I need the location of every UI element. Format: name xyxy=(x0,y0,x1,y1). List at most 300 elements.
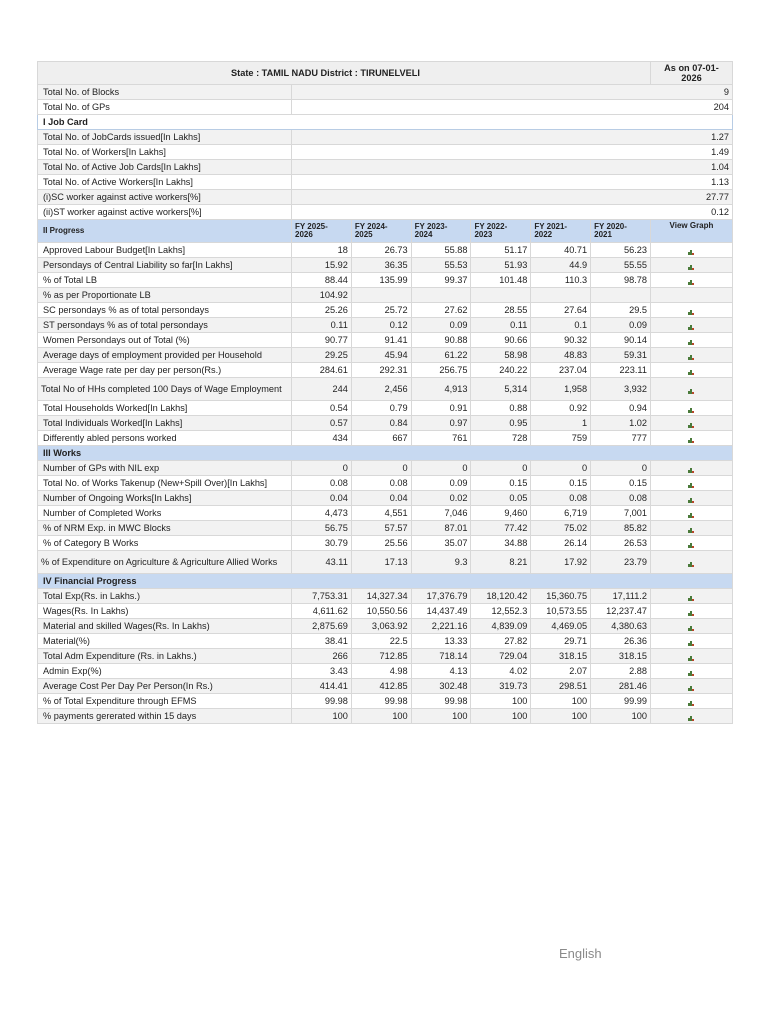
fy-value-cell: 0.57 xyxy=(292,416,352,431)
fy-value-cell: 14,327.34 xyxy=(351,589,411,604)
view-graph-cell[interactable] xyxy=(650,694,732,709)
data-row xyxy=(38,461,733,476)
fy-value-cell: 0 xyxy=(411,461,471,476)
fy-value-cell: 761 xyxy=(411,431,471,446)
bar-chart-icon xyxy=(688,265,694,270)
view-graph-cell[interactable] xyxy=(650,649,732,664)
fy-value-cell: 91.41 xyxy=(351,333,411,348)
fy-value-cell: 777 xyxy=(591,431,651,446)
row-label: Wages(Rs. In Lakhs) xyxy=(38,604,292,619)
fy-value-cell: 90.88 xyxy=(411,333,471,348)
data-row xyxy=(38,401,733,416)
fy-value-cell: 4.13 xyxy=(411,664,471,679)
data-row xyxy=(38,348,733,363)
fy-value-cell: 38.41 xyxy=(292,634,352,649)
row-label: Total Households Worked[In Lakhs] xyxy=(38,401,292,416)
view-graph-cell[interactable] xyxy=(650,664,732,679)
view-graph-cell[interactable] xyxy=(650,476,732,491)
fy-value-cell: 0 xyxy=(351,461,411,476)
fy-value-cell: 110.3 xyxy=(531,273,591,288)
fy-column-header: FY 2025- 2026 xyxy=(292,220,352,243)
fy-column-header: FY 2023- 2024 xyxy=(411,220,471,243)
fy-value-cell: 0.95 xyxy=(471,416,531,431)
fy-value-cell: 100 xyxy=(411,709,471,724)
fy-value-cell: 28.55 xyxy=(471,303,531,318)
summary-row xyxy=(38,130,733,145)
fy-value-cell: 99.98 xyxy=(351,694,411,709)
fy-value-cell: 55.88 xyxy=(411,243,471,258)
fy-value-cell: 4,473 xyxy=(292,506,352,521)
fy-value-cell: 12,237.47 xyxy=(591,604,651,619)
fy-value-cell: 61.22 xyxy=(411,348,471,363)
fy-value-cell: 26.36 xyxy=(591,634,651,649)
fy-value-cell: 244 xyxy=(292,378,352,401)
fy-value-cell: 4,380.63 xyxy=(591,619,651,634)
fy-value-cell: 29.25 xyxy=(292,348,352,363)
fy-value-cell: 17.92 xyxy=(531,551,591,574)
fy-value-cell: 0.09 xyxy=(411,318,471,333)
fy-value-cell: 0.11 xyxy=(471,318,531,333)
view-graph-cell[interactable] xyxy=(650,318,732,333)
summary-label: Total No. of Blocks xyxy=(38,85,292,100)
fy-value-cell: 298.51 xyxy=(531,679,591,694)
fy-value-cell: 712.85 xyxy=(351,649,411,664)
fy-value-cell: 9,460 xyxy=(471,506,531,521)
row-label: Average days of employment provided per Household xyxy=(38,348,292,363)
row-label: SC persondays % as of total persondays xyxy=(38,303,292,318)
view-graph-cell[interactable] xyxy=(650,536,732,551)
fy-value-cell: 55.55 xyxy=(591,258,651,273)
summary-label: Total No. of Workers[In Lakhs] xyxy=(38,145,292,160)
section-job-card xyxy=(38,115,733,130)
fy-value-cell: 26.14 xyxy=(531,536,591,551)
view-graph-cell[interactable] xyxy=(650,348,732,363)
fy-value-cell: 667 xyxy=(351,431,411,446)
bar-chart-icon xyxy=(688,686,694,691)
language-selector[interactable]: English xyxy=(559,946,602,961)
fy-value-cell: 90.14 xyxy=(591,333,651,348)
fy-value-cell: 0.54 xyxy=(292,401,352,416)
fy-value-cell: 240.22 xyxy=(471,363,531,378)
fy-value-cell: 25.72 xyxy=(351,303,411,318)
fy-value-cell: 104.92 xyxy=(292,288,352,303)
fy-value-cell: 15,360.75 xyxy=(531,589,591,604)
fy-value-cell xyxy=(471,288,531,303)
bar-chart-icon xyxy=(688,543,694,548)
fy-value-cell: 25.26 xyxy=(292,303,352,318)
fy-value-cell: 434 xyxy=(292,431,352,446)
view-graph-cell[interactable] xyxy=(650,378,732,401)
section-label: II Progress xyxy=(38,220,292,243)
fy-value-cell: 0.88 xyxy=(471,401,531,416)
fy-value-cell: 85.82 xyxy=(591,521,651,536)
fy-value-cell: 7,753.31 xyxy=(292,589,352,604)
fy-value-cell: 13.33 xyxy=(411,634,471,649)
view-graph-cell[interactable] xyxy=(650,709,732,724)
fy-column-header: FY 2021- 2022 xyxy=(531,220,591,243)
fy-value-cell: 0.09 xyxy=(411,476,471,491)
fy-value-cell: 6,719 xyxy=(531,506,591,521)
fy-value-cell: 88.44 xyxy=(292,273,352,288)
fy-value-cell: 0.94 xyxy=(591,401,651,416)
row-label: Material and skilled Wages(Rs. In Lakhs) xyxy=(38,619,292,634)
bar-chart-icon xyxy=(688,611,694,616)
summary-label: Total No. of GPs xyxy=(38,100,292,115)
section-label: IV Financial Progress xyxy=(38,574,733,589)
fy-value-cell: 0.04 xyxy=(351,491,411,506)
summary-row xyxy=(38,175,733,190)
fy-value-cell: 0.11 xyxy=(292,318,352,333)
summary-row xyxy=(38,100,733,115)
data-row xyxy=(38,634,733,649)
data-row xyxy=(38,363,733,378)
bar-chart-icon xyxy=(688,355,694,360)
bar-chart-icon xyxy=(688,389,694,394)
fy-value-cell: 30.79 xyxy=(292,536,352,551)
section-label: III Works xyxy=(38,446,733,461)
fy-value-cell: 4,913 xyxy=(411,378,471,401)
data-row xyxy=(38,551,733,574)
data-row xyxy=(38,318,733,333)
fy-value-cell: 34.88 xyxy=(471,536,531,551)
fy-value-cell: 100 xyxy=(351,709,411,724)
data-row xyxy=(38,431,733,446)
row-label: Approved Labour Budget[In Lakhs] xyxy=(38,243,292,258)
fy-value-cell: 0.02 xyxy=(411,491,471,506)
fy-value-cell: 100 xyxy=(471,709,531,724)
fy-value-cell: 44.9 xyxy=(531,258,591,273)
view-graph-cell[interactable] xyxy=(650,258,732,273)
row-label: Material(%) xyxy=(38,634,292,649)
fy-value-cell: 51.93 xyxy=(471,258,531,273)
fy-value-cell: 99.98 xyxy=(411,694,471,709)
summary-value: 27.77 xyxy=(292,190,733,205)
fy-value-cell: 1.02 xyxy=(591,416,651,431)
fy-value-cell: 302.48 xyxy=(411,679,471,694)
fy-value-cell: 5,314 xyxy=(471,378,531,401)
data-row xyxy=(38,589,733,604)
fy-value-cell: 318.15 xyxy=(591,649,651,664)
fy-value-cell: 7,001 xyxy=(591,506,651,521)
view-graph-cell[interactable] xyxy=(650,679,732,694)
fy-column-header: FY 2024- 2025 xyxy=(351,220,411,243)
fy-value-cell: 48.83 xyxy=(531,348,591,363)
summary-value: 1.04 xyxy=(292,160,733,175)
bar-chart-icon xyxy=(688,641,694,646)
fy-value-cell: 100 xyxy=(531,694,591,709)
fy-value-cell: 17,376.79 xyxy=(411,589,471,604)
fy-value-cell xyxy=(531,288,591,303)
row-label: % of Expenditure on Agriculture & Agriculture Allied Works xyxy=(38,551,292,574)
summary-row xyxy=(38,85,733,100)
data-row xyxy=(38,619,733,634)
data-row xyxy=(38,476,733,491)
fy-value-cell: 729.04 xyxy=(471,649,531,664)
data-row xyxy=(38,303,733,318)
fy-value-cell: 4.02 xyxy=(471,664,531,679)
fy-value-cell: 15.92 xyxy=(292,258,352,273)
row-label: Average Cost Per Day Per Person(In Rs.) xyxy=(38,679,292,694)
data-row xyxy=(38,664,733,679)
fy-value-cell: 0.92 xyxy=(531,401,591,416)
fy-value-cell: 10,550.56 xyxy=(351,604,411,619)
fy-value-cell: 29.5 xyxy=(591,303,651,318)
fy-value-cell: 35.07 xyxy=(411,536,471,551)
row-label: % payments gererated within 15 days xyxy=(38,709,292,724)
data-row xyxy=(38,521,733,536)
fy-value-cell xyxy=(411,288,471,303)
view-graph-cell[interactable] xyxy=(650,491,732,506)
fy-value-cell: 17,111.2 xyxy=(591,589,651,604)
fy-value-cell: 2,221.16 xyxy=(411,619,471,634)
row-label: Number of Completed Works xyxy=(38,506,292,521)
fy-value-cell: 0 xyxy=(591,461,651,476)
summary-row xyxy=(38,190,733,205)
fy-value-cell: 2,875.69 xyxy=(292,619,352,634)
bar-chart-icon xyxy=(688,596,694,601)
summary-value: 0.12 xyxy=(292,205,733,220)
view-graph-cell[interactable] xyxy=(650,634,732,649)
bar-chart-icon xyxy=(688,701,694,706)
view-graph-header: View Graph xyxy=(650,220,732,243)
data-row xyxy=(38,604,733,619)
fy-value-cell: 0.08 xyxy=(351,476,411,491)
bar-chart-icon xyxy=(688,468,694,473)
fy-value-cell: 284.61 xyxy=(292,363,352,378)
bar-chart-icon xyxy=(688,513,694,518)
data-row xyxy=(38,288,733,303)
report-header-row xyxy=(38,62,733,85)
data-row xyxy=(38,679,733,694)
row-label: Differently abled persons worked xyxy=(38,431,292,446)
section-financial-progress xyxy=(38,574,733,589)
fy-value-cell: 4,469.05 xyxy=(531,619,591,634)
fy-value-cell: 75.02 xyxy=(531,521,591,536)
data-row xyxy=(38,378,733,401)
fy-value-cell xyxy=(591,288,651,303)
view-graph-cell[interactable] xyxy=(650,303,732,318)
view-graph-cell[interactable] xyxy=(650,416,732,431)
fy-value-cell: 0 xyxy=(471,461,531,476)
summary-value: 1.27 xyxy=(292,130,733,145)
row-label: Total Adm Expenditure (Rs. in Lakhs.) xyxy=(38,649,292,664)
fy-value-cell: 17.13 xyxy=(351,551,411,574)
fy-column-header: FY 2020- 2021 xyxy=(591,220,651,243)
view-graph-cell[interactable] xyxy=(650,461,732,476)
fy-value-cell: 77.42 xyxy=(471,521,531,536)
bar-chart-icon xyxy=(688,250,694,255)
fy-value-cell: 0.84 xyxy=(351,416,411,431)
fy-value-cell: 27.64 xyxy=(531,303,591,318)
data-row xyxy=(38,273,733,288)
fy-value-cell: 759 xyxy=(531,431,591,446)
data-row xyxy=(38,649,733,664)
fy-value-cell: 2.07 xyxy=(531,664,591,679)
fy-value-cell: 2.88 xyxy=(591,664,651,679)
fy-value-cell: 3,063.92 xyxy=(351,619,411,634)
view-graph-cell[interactable] xyxy=(650,506,732,521)
bar-chart-icon xyxy=(688,370,694,375)
data-row xyxy=(38,709,733,724)
fy-value-cell: 8.21 xyxy=(471,551,531,574)
fy-value-cell: 100 xyxy=(531,709,591,724)
fy-value-cell: 256.75 xyxy=(411,363,471,378)
view-graph-cell[interactable] xyxy=(650,619,732,634)
fy-value-cell: 100 xyxy=(292,709,352,724)
row-label: Total No. of Works Takenup (New+Spill Over)[In Lakhs] xyxy=(38,476,292,491)
fy-value-cell: 36.35 xyxy=(351,258,411,273)
data-row xyxy=(38,536,733,551)
row-label: % of NRM Exp. in MWC Blocks xyxy=(38,521,292,536)
section-works xyxy=(38,446,733,461)
bar-chart-icon xyxy=(688,656,694,661)
data-row xyxy=(38,258,733,273)
fy-value-cell: 135.99 xyxy=(351,273,411,288)
view-graph-cell[interactable] xyxy=(650,243,732,258)
fy-value-cell: 57.57 xyxy=(351,521,411,536)
summary-label: (ii)ST worker against active workers[%] xyxy=(38,205,292,220)
fy-value-cell: 99.98 xyxy=(292,694,352,709)
fy-value-cell: 59.31 xyxy=(591,348,651,363)
fy-value-cell: 4,839.09 xyxy=(471,619,531,634)
fy-value-cell: 4,551 xyxy=(351,506,411,521)
fy-value-cell: 18,120.42 xyxy=(471,589,531,604)
row-label: % of Total LB xyxy=(38,273,292,288)
fy-value-cell: 0.08 xyxy=(591,491,651,506)
fy-value-cell: 0.15 xyxy=(591,476,651,491)
bar-chart-icon xyxy=(688,483,694,488)
fy-value-cell: 99.37 xyxy=(411,273,471,288)
fy-value-cell: 100 xyxy=(591,709,651,724)
bar-chart-icon xyxy=(688,310,694,315)
view-graph-cell[interactable] xyxy=(650,431,732,446)
row-label: Total Individuals Worked[In Lakhs] xyxy=(38,416,292,431)
bar-chart-icon xyxy=(688,671,694,676)
fy-value-cell: 0.91 xyxy=(411,401,471,416)
fy-value-cell: 43.11 xyxy=(292,551,352,574)
row-label: % as per Proportionate LB xyxy=(38,288,292,303)
view-graph-cell[interactable] xyxy=(650,604,732,619)
fy-value-cell: 1,958 xyxy=(531,378,591,401)
fy-value-cell: 0 xyxy=(292,461,352,476)
fy-value-cell: 0.15 xyxy=(531,476,591,491)
bar-chart-icon xyxy=(688,325,694,330)
fy-value-cell: 22.5 xyxy=(351,634,411,649)
view-graph-cell[interactable] xyxy=(650,589,732,604)
bar-chart-icon xyxy=(688,280,694,285)
fy-value-cell: 4,611.62 xyxy=(292,604,352,619)
fy-value-cell: 58.98 xyxy=(471,348,531,363)
fy-value-cell: 14,437.49 xyxy=(411,604,471,619)
fy-value-cell: 412.85 xyxy=(351,679,411,694)
fy-value-cell: 0.08 xyxy=(292,476,352,491)
fy-value-cell: 26.73 xyxy=(351,243,411,258)
data-row xyxy=(38,243,733,258)
as-on-date: As on 07-01- 2026 xyxy=(650,62,732,85)
fy-value-cell: 318.15 xyxy=(531,649,591,664)
fy-value-cell: 27.62 xyxy=(411,303,471,318)
fy-value-cell: 7,046 xyxy=(411,506,471,521)
summary-value: 204 xyxy=(292,100,733,115)
fy-value-cell: 3,932 xyxy=(591,378,651,401)
fy-value-cell: 292.31 xyxy=(351,363,411,378)
bar-chart-icon xyxy=(688,423,694,428)
fy-value-cell: 56.23 xyxy=(591,243,651,258)
fy-value-cell: 266 xyxy=(292,649,352,664)
fy-value-cell: 237.04 xyxy=(531,363,591,378)
row-label: Persondays of Central Liability so far[In Lakhs] xyxy=(38,258,292,273)
fy-value-cell: 0.1 xyxy=(531,318,591,333)
fy-value-cell: 23.79 xyxy=(591,551,651,574)
fy-value-cell: 1 xyxy=(531,416,591,431)
summary-row xyxy=(38,205,733,220)
summary-label: Total No. of JobCards issued[In Lakhs] xyxy=(38,130,292,145)
fy-value-cell: 40.71 xyxy=(531,243,591,258)
fy-value-cell: 2,456 xyxy=(351,378,411,401)
fy-value-cell: 319.73 xyxy=(471,679,531,694)
bar-chart-icon xyxy=(688,340,694,345)
fy-value-cell: 0.15 xyxy=(471,476,531,491)
fy-value-cell: 0.97 xyxy=(411,416,471,431)
row-label: Total Exp(Rs. in Lakhs.) xyxy=(38,589,292,604)
fy-value-cell: 90.32 xyxy=(531,333,591,348)
fy-value-cell: 281.46 xyxy=(591,679,651,694)
bar-chart-icon xyxy=(688,498,694,503)
row-label: % of Category B Works xyxy=(38,536,292,551)
view-graph-cell[interactable] xyxy=(650,273,732,288)
fy-value-cell: 45.94 xyxy=(351,348,411,363)
fy-value-cell: 12,552.3 xyxy=(471,604,531,619)
fy-value-cell: 0 xyxy=(531,461,591,476)
fy-value-cell: 27.82 xyxy=(471,634,531,649)
fy-value-cell xyxy=(351,288,411,303)
bar-chart-icon xyxy=(688,716,694,721)
fy-value-cell: 0.08 xyxy=(531,491,591,506)
fy-value-cell: 55.53 xyxy=(411,258,471,273)
fy-value-cell: 718.14 xyxy=(411,649,471,664)
view-graph-cell[interactable] xyxy=(650,363,732,378)
fy-value-cell: 0.04 xyxy=(292,491,352,506)
view-graph-cell xyxy=(650,288,732,303)
fy-value-cell: 9.3 xyxy=(411,551,471,574)
view-graph-cell[interactable] xyxy=(650,521,732,536)
view-graph-cell[interactable] xyxy=(650,333,732,348)
summary-value: 9 xyxy=(292,85,733,100)
row-label: % of Total Expenditure through EFMS xyxy=(38,694,292,709)
fy-value-cell: 29.71 xyxy=(531,634,591,649)
summary-value: 1.49 xyxy=(292,145,733,160)
fy-value-cell: 99.99 xyxy=(591,694,651,709)
summary-label: Total No. of Active Workers[In Lakhs] xyxy=(38,175,292,190)
fy-value-cell: 728 xyxy=(471,431,531,446)
fy-value-cell: 0.09 xyxy=(591,318,651,333)
fy-value-cell: 98.78 xyxy=(591,273,651,288)
row-label: Number of GPs with NIL exp xyxy=(38,461,292,476)
fy-value-cell: 90.77 xyxy=(292,333,352,348)
fy-value-cell: 0.79 xyxy=(351,401,411,416)
bar-chart-icon xyxy=(688,626,694,631)
summary-value: 1.13 xyxy=(292,175,733,190)
fy-value-cell: 90.66 xyxy=(471,333,531,348)
fy-value-cell: 4.98 xyxy=(351,664,411,679)
view-graph-cell[interactable] xyxy=(650,551,732,574)
view-graph-cell[interactable] xyxy=(650,401,732,416)
summary-row xyxy=(38,160,733,175)
data-row xyxy=(38,694,733,709)
row-label: Number of Ongoing Works[In Lakhs] xyxy=(38,491,292,506)
data-row xyxy=(38,491,733,506)
section-label: I Job Card xyxy=(38,115,733,130)
